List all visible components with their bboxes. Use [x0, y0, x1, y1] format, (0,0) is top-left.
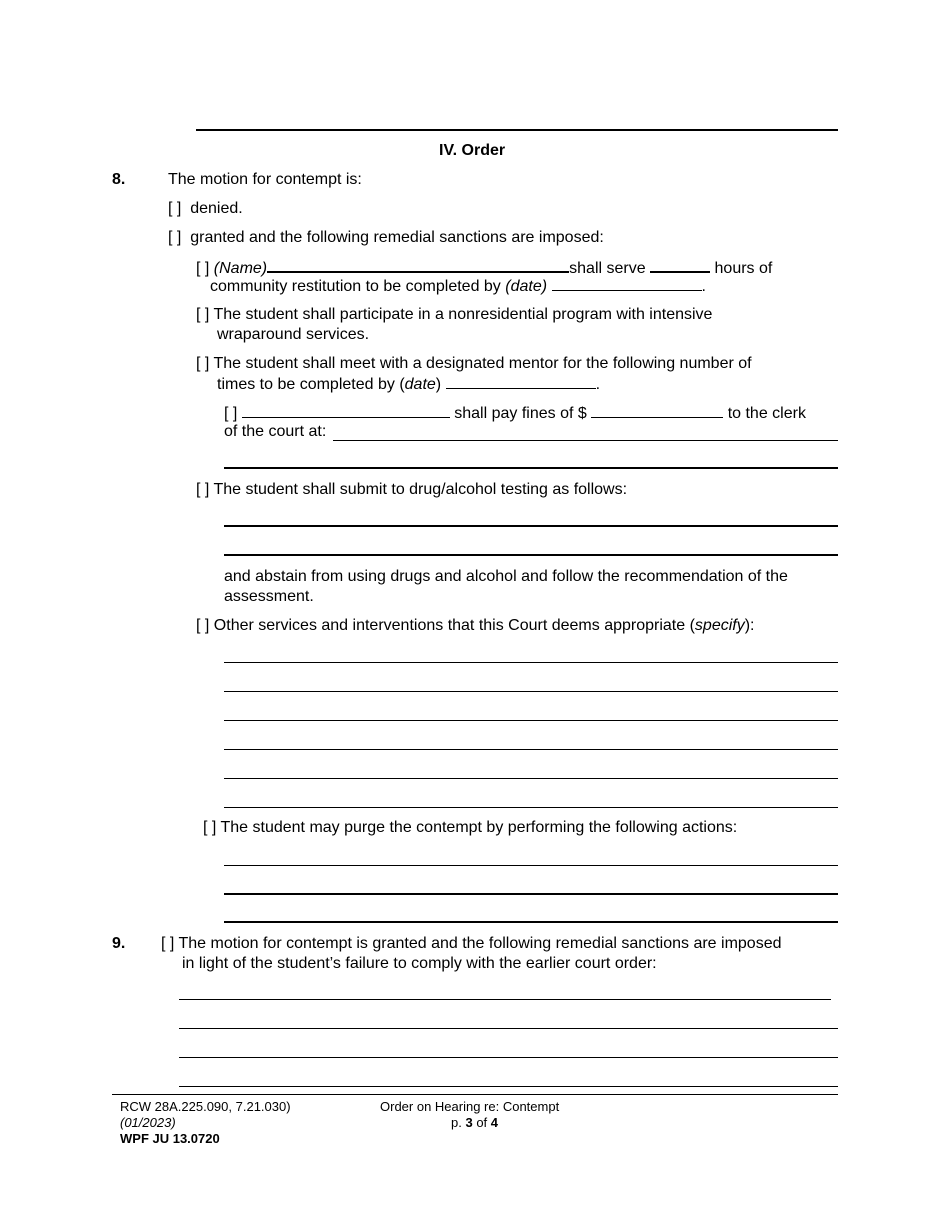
court-address-field-2[interactable] [224, 467, 838, 469]
footer-form-number: WPF JU 13.0720 [120, 1131, 220, 1146]
other-field-5[interactable] [224, 778, 838, 779]
mentor-line-1 [196, 354, 752, 373]
fines-name-field[interactable] [242, 403, 450, 418]
court-address-field[interactable] [333, 440, 838, 441]
other-field-4[interactable] [224, 749, 838, 750]
program-line-1 [196, 305, 712, 324]
footer-page [451, 1115, 498, 1131]
hours-field[interactable] [650, 257, 710, 273]
other-field-2[interactable] [224, 691, 838, 692]
footer-rule [112, 1094, 838, 1095]
fines-line-2: of the court at: [224, 423, 327, 440]
drug-testing-field-2[interactable] [224, 554, 838, 556]
page-total: 4 [490, 1115, 499, 1130]
item-9-text-1: The motion for contempt is granted and the following remedial sanctions are imposed [178, 935, 782, 952]
program-checkbox[interactable]: [ ] [196, 306, 210, 323]
purge-line [203, 818, 737, 837]
fines-amount-field[interactable] [591, 403, 723, 418]
footer-rcw: RCW 28A.225.090, 7.21.030) [120, 1099, 291, 1114]
purge-field-2[interactable] [224, 893, 838, 895]
other-specify: specify [694, 617, 745, 634]
fines-shall-pay: shall pay fines of $ [454, 405, 587, 422]
restitution-line-2 [210, 276, 706, 296]
denied-checkbox[interactable]: [ ] [168, 200, 182, 217]
other-line-1 [196, 616, 755, 635]
denied-option[interactable] [168, 199, 243, 218]
page-prefix: p. [451, 1115, 462, 1130]
hours-of-text: hours of [714, 260, 773, 277]
purge-checkbox[interactable]: [ ] [203, 819, 217, 836]
restitution-checkbox[interactable]: [ ] [196, 260, 210, 277]
name-label: (Name) [213, 260, 268, 277]
item-9-number: 9. [112, 935, 126, 952]
abstain-line-1: and abstain from using drugs and alcohol and follow the recommendation of the [224, 568, 788, 585]
item-9-field-2[interactable] [179, 1028, 838, 1029]
item-9-line-2: in light of the student’s failure to comply with the earlier court order: [182, 955, 657, 972]
drug-line-1 [196, 480, 627, 499]
footer-title: Order on Hearing re: Contempt [380, 1099, 560, 1114]
purge-text: The student may purge the contempt by performing the following actions: [220, 819, 738, 836]
fines-to-clerk: to the clerk [727, 405, 806, 422]
restitution-date-label: (date) [505, 278, 548, 295]
abstain-line-2: assessment. [224, 588, 314, 605]
item-8-number: 8. [112, 171, 126, 188]
item-9-field-1[interactable] [179, 999, 831, 1000]
fines-line-1 [224, 403, 806, 423]
other-text-a: Other services and interventions that this Court deems appropriate ( [213, 617, 695, 634]
program-line-2: wraparound services. [217, 326, 370, 343]
mentor-period: . [595, 376, 601, 393]
mentor-checkbox[interactable]: [ ] [196, 355, 210, 372]
purge-field-1[interactable] [224, 865, 838, 866]
restitution-date-field[interactable] [552, 276, 702, 291]
other-checkbox[interactable]: [ ] [196, 617, 210, 634]
item-9-field-3[interactable] [179, 1057, 838, 1058]
footer-date: (01/2023) [120, 1115, 176, 1130]
item-8-intro: The motion for contempt is: [168, 171, 362, 188]
mentor-text-2a: times to be completed by ( [217, 376, 405, 393]
drug-text-1: The student shall submit to drug/alcohol testing as follows: [213, 481, 628, 498]
denied-label: denied. [190, 200, 243, 217]
granted-checkbox[interactable]: [ ] [168, 229, 182, 246]
top-rule [196, 129, 838, 131]
mentor-text-2b: ) [435, 376, 442, 393]
mentor-line-2 [217, 374, 600, 394]
item-9-checkbox[interactable]: [ ] [161, 935, 175, 952]
item-9-field-4[interactable] [179, 1086, 838, 1087]
restitution-line-2-text: community restitution to be completed by [210, 278, 501, 295]
page-of: of [476, 1115, 488, 1130]
drug-testing-field-1[interactable] [224, 525, 838, 527]
section-title: IV. Order [439, 142, 506, 159]
granted-option[interactable] [168, 228, 604, 247]
mentor-date-field[interactable] [446, 374, 596, 389]
other-field-3[interactable] [224, 720, 838, 721]
other-field-1[interactable] [224, 662, 838, 663]
name-field[interactable] [267, 257, 569, 273]
shall-serve-text: shall serve [569, 260, 646, 277]
item-9-line-1 [161, 934, 782, 953]
fines-checkbox[interactable]: [ ] [224, 405, 238, 422]
other-field-6[interactable] [224, 807, 838, 808]
restitution-period: . [701, 278, 706, 295]
restitution-line-1 [196, 257, 772, 278]
granted-label: granted and the following remedial sanctions are imposed: [190, 229, 604, 246]
mentor-date-label: date [404, 376, 436, 393]
program-text-1: The student shall participate in a nonresidential program with intensive [213, 306, 713, 323]
purge-field-3[interactable] [224, 921, 838, 923]
mentor-text-1: The student shall meet with a designated mentor for the following number of [213, 355, 752, 372]
other-text-b: ): [744, 617, 755, 634]
drug-checkbox[interactable]: [ ] [196, 481, 210, 498]
page-current: 3 [465, 1115, 473, 1130]
